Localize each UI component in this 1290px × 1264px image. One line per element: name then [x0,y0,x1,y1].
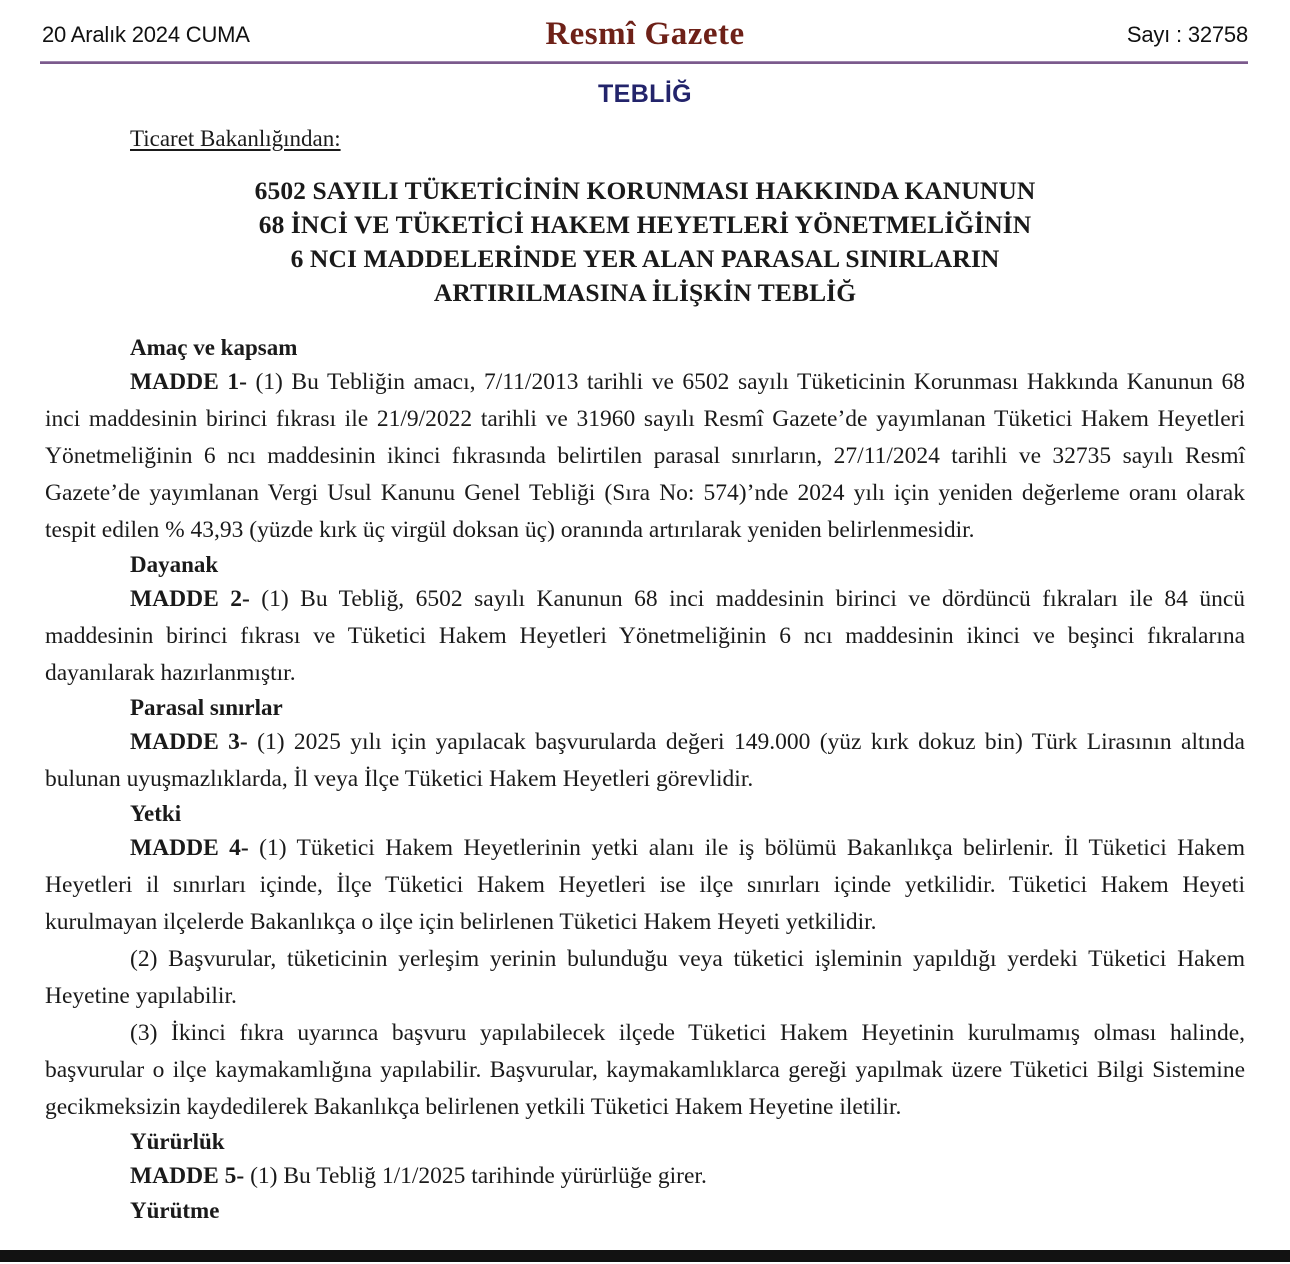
issuing-authority: Ticaret Bakanlığından: [130,126,341,151]
document-title-line-1: 6502 SAYILI TÜKETİCİNİN KORUNMASI HAKKINDA KANUNUN [254,176,1036,205]
article-heading-2: Dayanak [130,552,219,577]
masthead-issue-number: Sayı : 32758 [1126,22,1248,47]
article-heading-3: Parasal sınırlar [130,695,283,720]
article-paragraph-3 [45,724,1245,798]
masthead-date: 20 Aralık 2024 CUMA [42,22,250,47]
section-heading-teblig: TEBLİĞ [597,80,693,108]
article-label-3: MADDE 3- [130,729,248,755]
article-text-1: (1) Bu Tebliğin amacı, 7/11/2013 tarihli ve 6502 sayılı Tüketicinin Korunması Hakkında Kanunun 68 inci maddesinin birinci fıkrası ile 21/9/2022 tarihli ve 31960 sayılı Resmî Gazete’de yayımlanan Tüketici Hakem Heyetleri Yönetmeliğinin 6 ncı maddesinin ikinci fıkrasında belirtilen parasal sınırların, 27/11/2024 tarihli ve 32735 sayılı Resmî Gazete’de yayımlanan Vergi Usul Kanunu Genel Tebliği (Sıra No: 574)’nde 2024 yılı için yeniden değerleme oranı olarak tespit edilen % 43,93 (yüzde kırk üç virgül doksan üç) oranında artırılarak yeniden belirlenmesidir. [45,369,1246,543]
article-label-1: MADDE 1- [130,369,247,395]
document-title [45,174,1245,310]
document-title-line-3: 6 NCI MADDELERİNDE YER ALAN PARASAL SINIRLARIN [290,244,1000,273]
article-text-5: (1) Bu Tebliğ 1/1/2025 tarihinde yürürlüğe girer. [244,1163,707,1189]
document-body [45,126,1245,1264]
article-paragraph-5 [45,1158,1245,1195]
article-paragraph-1 [45,364,1245,549]
article-heading-6: Yürütme [130,1198,220,1223]
article-paragraph-4-3: (3) İkinci fıkra uyarınca başvuru yapılabilecek ilçede Tüketici Hakem Heyetinin kurulmamış olması halinde, başvurular o ilçe kaymakamlığına yapılabilir. Başvurular, kaymakamlıklarca gereği yapılmak üzere Tüketici Bilgi Sistemine gecikmeksizin kaydedilerek Bakanlıkça belirlenen yetkili Tüketici Hakem Heyetine iletilir. [45,1020,1245,1120]
masthead-divider [40,61,1248,64]
article-heading-1: Amaç ve kapsam [130,335,298,360]
article-paragraph-2 [45,581,1245,692]
page-bottom-margin [0,1228,1290,1250]
article-heading-5: Yürürlük [130,1129,225,1154]
masthead-gazette-title: Resmî Gazete [545,16,745,52]
article-label-2: MADDE 2- [130,586,250,612]
article-text-4: (1) Tüketici Hakem Heyetlerinin yetki alanı ile iş bölümü Bakanlıkça belirlenir. İl Tüketici Hakem Heyetleri il sınırları içinde, İlçe Tüketici Hakem Heyetleri ise ilçe sınırları içinde yetkilidir. Tüketici Hakem Heyeti kurulmayan ilçelerde Bakanlıkça o ilçe için belirlenen Tüketici Hakem Heyeti yetkilidir. [45,835,1246,935]
article-label-4: MADDE 4- [130,835,249,861]
article-paragraph-4-2: (2) Başvurular, tüketicinin yerleşim yerinin bulunduğu veya tüketici işleminin yapıldığı yerdeki Tüketici Hakem Heyetine yapılabilir. [45,946,1245,1009]
page-bottom-bar [0,1250,1290,1262]
article-text-2: (1) Bu Tebliğ, 6502 sayılı Kanunun 68 inci maddesinin birinci ve dördüncü fıkraları ile 84 üncü maddesinin birinci fıkrası ve Tüketici Hakem Heyetleri Yönetmeliğinin 6 ncı maddesinin ikinci ve beşinci fıkralarına dayanılarak hazırlanmıştır. [45,586,1246,686]
article-heading-4: Yetki [130,801,182,826]
document-title-line-4: ARTIRILMASINA İLİŞKİN TEBLİĞ [433,278,857,307]
article-paragraph-4 [45,830,1245,941]
article-label-5: MADDE 5- [130,1163,245,1189]
document-title-line-2: 68 İNCİ VE TÜKETİCİ HAKEM HEYETLERİ YÖNETMELİĞİNİN [258,210,1032,239]
masthead [40,16,1250,56]
article-text-3: (1) 2025 yılı için yapılacak başvurularda değeri 149.000 (yüz kırk dokuz bin) Türk Lirasının altında bulunan uyuşmazlıklarda, İl veya İlçe Tüketici Hakem Heyetleri görevlidir. [45,729,1245,792]
